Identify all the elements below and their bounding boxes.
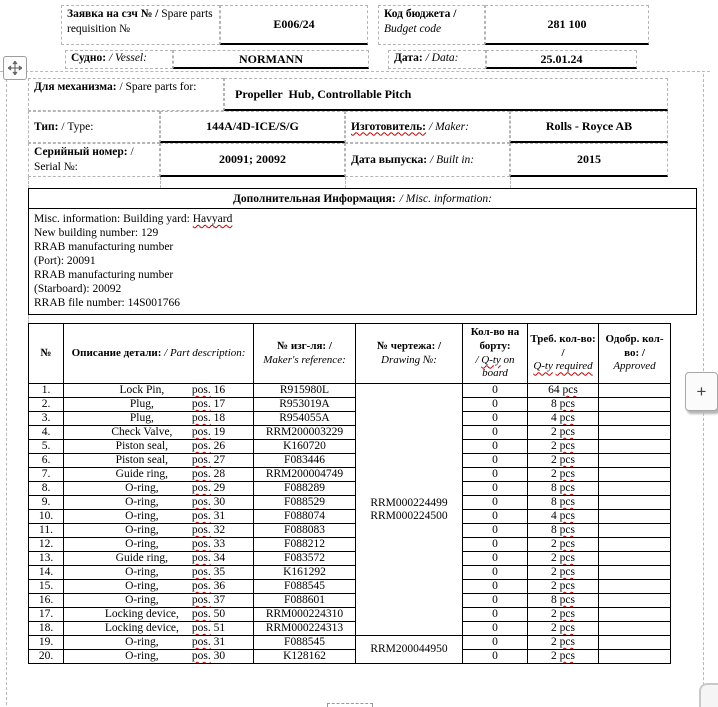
maker-reference[interactable]: F083572 [254, 552, 356, 566]
gridline [6, 74, 7, 705]
for-label-en: / Spare parts for: [116, 81, 197, 93]
requisition-label-ru: Заявка на сзч № / [67, 8, 159, 20]
qty-required[interactable]: 8 pcs [528, 594, 599, 608]
row-number: 5. [29, 440, 64, 454]
maker-reference[interactable]: R954055A [254, 412, 356, 426]
qty-approved[interactable] [599, 566, 671, 580]
table-row [29, 538, 671, 552]
qty-approved[interactable] [599, 552, 671, 566]
qty-on-board[interactable]: 0 [463, 608, 528, 622]
date-label-en: / Data: [422, 52, 459, 64]
maker-reference[interactable]: RRM200004749 [254, 468, 356, 482]
plus-icon: + [696, 381, 707, 401]
qty-on-board[interactable]: 0 [463, 454, 528, 468]
table-row [29, 384, 671, 398]
maker-reference[interactable]: R915980L [254, 384, 356, 398]
misc-info-line: (Starboard): 20092 [34, 283, 122, 295]
maker-reference[interactable]: K161292 [254, 566, 356, 580]
qty-on-board[interactable]: 0 [463, 594, 528, 608]
misc-info-line: New building number: 129 [34, 227, 159, 239]
table-row [29, 482, 671, 496]
qty-required[interactable]: 2 pcs [528, 608, 599, 622]
vessel-date-row [65, 50, 637, 69]
built-in-field[interactable] [510, 143, 668, 177]
qty-on-board[interactable]: 0 [463, 496, 528, 510]
part-description[interactable]: Guide ring, pos. 34 [64, 552, 254, 566]
maker-reference[interactable]: F088083 [254, 524, 356, 538]
qty-on-board[interactable]: 0 [463, 552, 528, 566]
misc-info-body[interactable] [28, 209, 697, 315]
type-value: 144A/4D-ICE/S/G [206, 119, 299, 133]
qty-on-board[interactable]: 0 [463, 566, 528, 580]
row-number: 9. [29, 496, 64, 510]
table-row [29, 440, 671, 454]
for-label-ru: Для механизма: [34, 81, 117, 93]
qty-on-board[interactable]: 0 [463, 440, 528, 454]
col-header-num: № [29, 324, 64, 384]
qty-required[interactable]: 2 pcs [528, 650, 599, 664]
cutoff-gridline-fragment [327, 703, 373, 707]
row-number: 2. [29, 398, 64, 412]
maker-reference[interactable]: K160720 [254, 440, 356, 454]
qty-approved[interactable] [599, 468, 671, 482]
table-row [29, 608, 671, 622]
qty-required[interactable]: 8 pcs [528, 496, 599, 510]
col-header-description: Описание детали: / Part description: [64, 324, 254, 384]
serial-value: 20091; 20092 [219, 152, 286, 166]
date-field[interactable] [486, 50, 637, 69]
vessel-label-en: / Vessel: [106, 52, 147, 64]
table-row [29, 412, 671, 426]
table-row [29, 454, 671, 468]
qty-approved[interactable] [599, 412, 671, 426]
requisition-number-value: E006/24 [273, 17, 315, 31]
qty-approved[interactable] [599, 622, 671, 636]
part-description[interactable]: O-ring, pos. 30 [64, 496, 254, 510]
part-description[interactable]: Locking device, pos. 51 [64, 622, 254, 636]
part-description[interactable]: O-ring, pos. 37 [64, 594, 254, 608]
requisition-label-en: Spare parts requisition № [67, 8, 213, 35]
part-description[interactable]: Lock Pin, pos. 16 [64, 384, 254, 398]
qty-required[interactable]: 2 pcs [528, 566, 599, 580]
table-row [29, 496, 671, 510]
type-field[interactable] [160, 111, 345, 143]
row-number: 11. [29, 524, 64, 538]
move-arrows-icon [8, 61, 22, 75]
maker-reference[interactable]: F088545 [254, 636, 356, 650]
drawing-number[interactable]: RRM200044950 [356, 636, 463, 664]
misc-info-line: RRAB manufacturing number [34, 269, 174, 281]
col-header-drawing: № чертежа: / Drawing №: [356, 324, 463, 384]
qty-approved[interactable] [599, 580, 671, 594]
requisition-label [61, 5, 220, 45]
part-description[interactable]: O-ring, pos. 36 [64, 580, 254, 594]
maker-reference[interactable]: R953019A [254, 398, 356, 412]
maker-reference[interactable]: RRM000224310 [254, 608, 356, 622]
part-description[interactable]: Plug, pos. 18 [64, 412, 254, 426]
qty-on-board[interactable]: 0 [463, 482, 528, 496]
built-label-ru: Дата выпуска: [351, 153, 428, 166]
row-number: 14. [29, 566, 64, 580]
vessel-value: NORMANN [239, 51, 303, 66]
qty-on-board[interactable]: 0 [463, 468, 528, 482]
requisition-header-row [61, 5, 649, 45]
table-row [29, 650, 671, 664]
spare-parts-for-value: Propeller Hub, Controllable Pitch [235, 86, 412, 101]
requisition-number-field[interactable] [220, 5, 368, 45]
qty-approved[interactable] [599, 384, 671, 398]
gridline [160, 177, 161, 188]
vessel-label [65, 50, 173, 69]
qty-on-board[interactable]: 0 [463, 384, 528, 398]
misc-info-header [28, 188, 697, 209]
qty-required[interactable]: 8 pcs [528, 524, 599, 538]
vessel-field[interactable] [173, 50, 369, 69]
maker-reference[interactable]: F088289 [254, 482, 356, 496]
built-label-en: / Built in: [427, 153, 475, 166]
qty-on-board[interactable]: 0 [463, 650, 528, 664]
misc-header-ru: Дополнительная Информация: [233, 192, 396, 205]
maker-reference[interactable]: F088212 [254, 538, 356, 552]
cutoff-button[interactable] [699, 683, 718, 707]
maker-label [345, 111, 510, 143]
budget-code-value: 281 100 [547, 17, 587, 31]
qty-required[interactable]: 2 pcs [528, 580, 599, 594]
maker-label-en: / Maker: [429, 120, 469, 133]
budget-label-en: Budget code [384, 22, 442, 35]
serial-field[interactable] [160, 143, 345, 177]
col-header-maker-ref: № изг-ля: / Maker's reference: [254, 324, 356, 384]
spare-parts-for-field[interactable] [224, 78, 668, 111]
maker-field[interactable] [510, 111, 668, 143]
qty-required[interactable]: 2 pcs [528, 622, 599, 636]
qty-on-board[interactable]: 0 [463, 510, 528, 524]
misc-info-table [28, 188, 697, 315]
built-in-value: 2015 [577, 152, 601, 166]
misc-info-line: RRAB manufacturing number [34, 241, 174, 253]
qty-approved[interactable] [599, 636, 671, 650]
type-label-ru: Тип: [34, 120, 59, 133]
table-row [29, 636, 671, 650]
table-row [29, 524, 671, 538]
qty-required[interactable]: 4 pcs [528, 510, 599, 524]
qty-required[interactable]: 2 pcs [528, 440, 599, 454]
row-number: 16. [29, 594, 64, 608]
qty-approved[interactable] [599, 440, 671, 454]
budget-code-field[interactable] [485, 5, 649, 45]
qty-approved[interactable] [599, 608, 671, 622]
date-label [388, 50, 486, 69]
misc-info-line: RRAB file number: 14S001766 [34, 297, 180, 309]
row-number: 17. [29, 608, 64, 622]
maker-reference[interactable]: F083446 [254, 454, 356, 468]
qty-approved[interactable] [599, 496, 671, 510]
maker-value: Rolls - Royce AB [545, 119, 633, 133]
maker-reference[interactable]: K128162 [254, 650, 356, 664]
table-row [29, 566, 671, 580]
serial-label-ru: Серийный номер: [34, 146, 128, 158]
qty-required[interactable]: 2 pcs [528, 538, 599, 552]
gridline [510, 177, 511, 188]
part-description[interactable]: O-ring, pos. 33 [64, 538, 254, 552]
row-number: 15. [29, 580, 64, 594]
misc-info-line: (Port): 20091 [34, 255, 96, 267]
part-description[interactable]: Guide ring, pos. 28 [64, 468, 254, 482]
col-header-approved: Одобр. кол-во: / Approved [599, 324, 671, 384]
part-description[interactable]: Plug, pos. 17 [64, 398, 254, 412]
table-row [29, 594, 671, 608]
drawing-number[interactable]: RRM000224499 RRM000224500 [356, 384, 463, 636]
parts-table-header-row [29, 324, 671, 384]
type-label [28, 111, 160, 143]
date-value: 25.01.24 [540, 51, 583, 66]
row-number: 1. [29, 384, 64, 398]
machine-info-table [28, 78, 668, 177]
table-row [29, 398, 671, 412]
qty-on-board[interactable]: 0 [463, 412, 528, 426]
qty-approved[interactable] [599, 398, 671, 412]
maker-reference[interactable]: RRM200003229 [254, 426, 356, 440]
row-number: 10. [29, 510, 64, 524]
date-label-ru: Дата: [394, 52, 423, 64]
part-description[interactable]: O-ring, pos. 31 [64, 636, 254, 650]
serial-label [28, 143, 160, 177]
qty-on-board[interactable]: 0 [463, 426, 528, 440]
qty-required[interactable]: 2 pcs [528, 636, 599, 650]
parts-table [28, 323, 671, 664]
qty-required[interactable]: 2 pcs [528, 454, 599, 468]
table-row [29, 510, 671, 524]
part-description[interactable]: O-ring, pos. 30 [64, 650, 254, 664]
part-description[interactable]: O-ring, pos. 29 [64, 482, 254, 496]
part-description[interactable]: O-ring, pos. 31 [64, 510, 254, 524]
maker-label-ru: Изготовитель: [351, 120, 427, 133]
row-number: 13. [29, 552, 64, 566]
qty-required[interactable]: 64 pcs [528, 384, 599, 398]
qty-on-board[interactable]: 0 [463, 636, 528, 650]
row-number: 18. [29, 622, 64, 636]
part-description[interactable]: Check Valve, pos. 19 [64, 426, 254, 440]
row-number: 12. [29, 538, 64, 552]
parts-table-body [29, 384, 671, 664]
qty-approved[interactable] [599, 482, 671, 496]
table-row [29, 580, 671, 594]
budget-code-label [378, 5, 485, 45]
maker-reference[interactable]: RRM000224313 [254, 622, 356, 636]
row-number: 8. [29, 482, 64, 496]
row-number: 19. [29, 636, 64, 650]
qty-required[interactable]: 2 pcs [528, 426, 599, 440]
qty-approved[interactable] [599, 650, 671, 664]
misc-info-line: Misc. information: Building yard: Havyard [34, 213, 233, 225]
table-row [29, 468, 671, 482]
qty-approved[interactable] [599, 510, 671, 524]
part-description[interactable]: O-ring, pos. 35 [64, 566, 254, 580]
serial-label-en: / Serial №: [34, 146, 134, 173]
row-number: 20. [29, 650, 64, 664]
qty-required[interactable]: 2 pcs [528, 468, 599, 482]
qty-approved[interactable] [599, 524, 671, 538]
row-number: 7. [29, 468, 64, 482]
qty-approved[interactable] [599, 538, 671, 552]
qty-required[interactable]: 8 pcs [528, 398, 599, 412]
type-label-en: / Type: [58, 120, 94, 133]
part-description[interactable]: O-ring, pos. 32 [64, 524, 254, 538]
spare-parts-for-label [28, 78, 224, 111]
row-number: 4. [29, 426, 64, 440]
add-button[interactable] [685, 372, 718, 411]
qty-on-board[interactable]: 0 [463, 398, 528, 412]
qty-required[interactable]: 2 pcs [528, 552, 599, 566]
qty-on-board[interactable]: 0 [463, 538, 528, 552]
maker-reference[interactable]: F088074 [254, 510, 356, 524]
row-number: 3. [29, 412, 64, 426]
table-move-handle[interactable] [3, 56, 27, 80]
table-row [29, 552, 671, 566]
qty-required[interactable]: 4 pcs [528, 412, 599, 426]
qty-on-board[interactable]: 0 [463, 622, 528, 636]
qty-approved[interactable] [599, 426, 671, 440]
maker-reference[interactable]: F088545 [254, 580, 356, 594]
maker-reference[interactable]: F088601 [254, 594, 356, 608]
qty-required[interactable]: 8 pcs [528, 482, 599, 496]
table-row [29, 426, 671, 440]
gridline [0, 71, 710, 72]
part-description[interactable]: Piston seal, pos. 27 [64, 454, 254, 468]
qty-on-board[interactable]: 0 [463, 524, 528, 538]
misc-header-en: / Misc. information: [399, 192, 492, 205]
budget-label-ru: Код бюджета / [384, 8, 457, 20]
maker-reference[interactable]: F088529 [254, 496, 356, 510]
col-header-qty-required: Треб. кол-во: / Q-ty required [528, 324, 599, 384]
part-description[interactable]: Locking device, pos. 50 [64, 608, 254, 622]
row-number: 6. [29, 454, 64, 468]
part-description[interactable]: Piston seal, pos. 26 [64, 440, 254, 454]
qty-on-board[interactable]: 0 [463, 580, 528, 594]
vessel-label-ru: Судно: [71, 52, 107, 64]
built-in-label [345, 143, 510, 177]
table-row [29, 622, 671, 636]
col-header-qty-on-board: Кол-во на борту: / Q-ty on board [463, 324, 528, 384]
qty-approved[interactable] [599, 454, 671, 468]
gridline [28, 177, 29, 188]
qty-approved[interactable] [599, 594, 671, 608]
gridline [345, 177, 346, 188]
